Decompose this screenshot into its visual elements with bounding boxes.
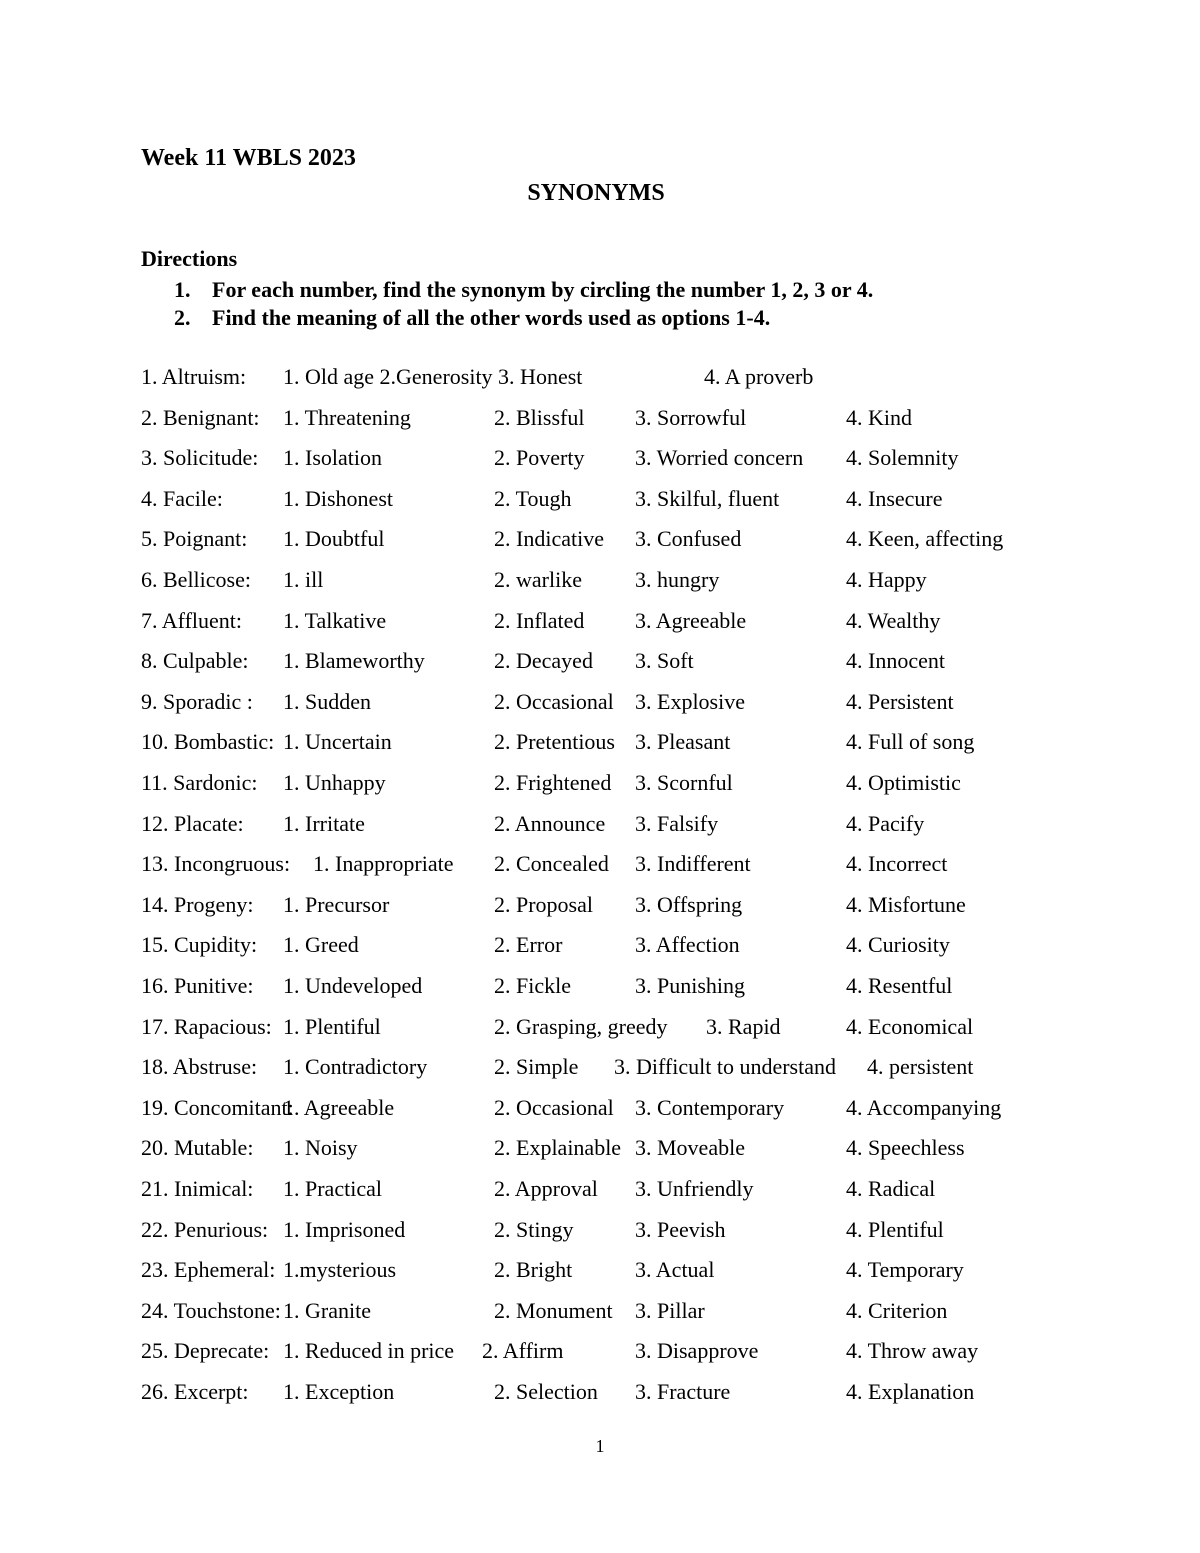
option-1: 1. Sudden [283, 689, 371, 714]
option-3: 3. Peevish [635, 1217, 726, 1242]
option-3: 3. Contemporary [635, 1095, 785, 1120]
option-2: 2. Decayed [494, 648, 593, 673]
option-1: 1. Inappropriate [313, 851, 454, 876]
option-4: 4. Speechless [846, 1135, 965, 1160]
option-2: 2. Pretentious [494, 729, 615, 754]
question-word: 24. Touchstone: [141, 1298, 281, 1323]
option-2: 2. Poverty [494, 445, 585, 470]
option-2: 2. Simple [494, 1054, 579, 1079]
question-word: 6. Bellicose: [141, 567, 251, 592]
option-4: 4. Insecure [846, 486, 943, 511]
option-4: 4. Curiosity [846, 932, 950, 957]
option-1: 1. Undeveloped [283, 973, 423, 998]
question-word: 8. Culpable: [141, 648, 249, 673]
option-1: 1. Precursor [283, 892, 390, 917]
question-word: 16. Punitive: [141, 973, 254, 998]
option-3: 3. hungry [635, 567, 720, 592]
option-2: 2. Blissful [494, 405, 585, 430]
question-word: 2. Benignant: [141, 405, 260, 430]
option-4: 4. Explanation [846, 1379, 975, 1404]
option-1: 1. Greed [283, 932, 359, 957]
option-1: 1. Blameworthy [283, 648, 425, 673]
option-3: 3. Rapid [706, 1014, 781, 1039]
option-4: 4. A proverb [704, 364, 814, 389]
option-4: 4. Accompanying [846, 1095, 1002, 1120]
option-2: 2. Stingy [494, 1217, 574, 1242]
option-2: 2. Fickle [494, 973, 571, 998]
option-3: 3. Worried concern [635, 445, 804, 470]
option-2: 2. Frightened [494, 770, 612, 795]
option-3: 3. Punishing [635, 973, 746, 998]
option-2: 2. Occasional [494, 689, 614, 714]
option-1: 1. Contradictory [283, 1054, 428, 1079]
direction-text: For each number, find the synonym by circling the number 1, 2, 3 or 4. [212, 277, 874, 302]
option-1: 1. Doubtful [283, 526, 385, 551]
option-4: 4. persistent [867, 1054, 974, 1079]
option-1: 1. Irritate [283, 811, 365, 836]
option-1: 1. Unhappy [283, 770, 386, 795]
question-word: 15. Cupidity: [141, 932, 258, 957]
option-3: 3. Sorrowful [635, 405, 747, 430]
option-2: 2. Announce [494, 811, 606, 836]
option-2: 2. Affirm [482, 1338, 564, 1363]
option-3: 3. Unfriendly [635, 1176, 754, 1201]
option-1: 1. Dishonest [283, 486, 393, 511]
option-3: 3. Skilful, fluent [635, 486, 780, 511]
option-4: 4. Optimistic [846, 770, 961, 795]
option-1: 1. Exception [283, 1379, 395, 1404]
option-1: 1. Old age 2.Generosity 3. Honest [283, 364, 583, 389]
option-1: 1. Noisy [283, 1135, 358, 1160]
option-3: 3. Confused [635, 526, 742, 551]
option-2: 2. Concealed [494, 851, 609, 876]
option-2: 2. Approval [494, 1176, 598, 1201]
option-2: 2. Error [494, 932, 563, 957]
option-3: 3. Moveable [635, 1135, 745, 1160]
question-word: 11. Sardonic: [141, 770, 258, 795]
direction-number: 2. [174, 305, 191, 330]
option-4: 4. Wealthy [846, 608, 941, 633]
question-word: 18. Abstruse: [141, 1054, 258, 1079]
option-2: 2. Indicative [494, 526, 604, 551]
option-3: 3. Actual [635, 1257, 715, 1282]
option-1: 1. Reduced in price [283, 1338, 455, 1363]
option-4: 4. Resentful [846, 973, 953, 998]
question-word: 7. Affluent: [141, 608, 243, 633]
question-word: 4. Facile: [141, 486, 223, 511]
option-2: 2. Monument [494, 1298, 613, 1323]
question-word: 5. Poignant: [141, 526, 248, 551]
option-1: 1. ill [283, 567, 324, 592]
option-2: 2. Selection [494, 1379, 598, 1404]
option-1: 1. Agreeable [283, 1095, 395, 1120]
option-4: 4. Pacify [846, 811, 925, 836]
option-3: 3. Agreeable [635, 608, 747, 633]
option-3: 3. Fracture [635, 1379, 731, 1404]
option-4: 4. Temporary [846, 1257, 964, 1282]
option-1: 1. Isolation [283, 445, 382, 470]
option-2: 2. warlike [494, 567, 582, 592]
option-4: 4. Full of song [846, 729, 975, 754]
option-4: 4. Kind [846, 405, 912, 430]
option-2: 2. Occasional [494, 1095, 614, 1120]
option-2: 2. Bright [494, 1257, 573, 1282]
question-word: 26. Excerpt: [141, 1379, 249, 1404]
question-word: 17. Rapacious: [141, 1014, 272, 1039]
option-1: 1. Practical [283, 1176, 382, 1201]
option-2: 2. Inflated [494, 608, 585, 633]
option-3: 3. Disapprove [635, 1338, 759, 1363]
option-4: 4. Criterion [846, 1298, 948, 1323]
option-2: 2. Proposal [494, 892, 593, 917]
option-1: 1. Uncertain [283, 729, 392, 754]
option-1: 1. Plentiful [283, 1014, 381, 1039]
option-4: 4. Plentiful [846, 1217, 944, 1242]
direction-number: 1. [174, 277, 191, 302]
option-3: 3. Pillar [635, 1298, 705, 1323]
option-1: 1.mysterious [283, 1257, 397, 1282]
option-3: 3. Pleasant [635, 729, 731, 754]
option-4: 4. Radical [846, 1176, 936, 1201]
option-1: 1. Threatening [283, 405, 411, 430]
option-4: 4. Economical [846, 1014, 974, 1039]
question-word: 3. Solicitude: [141, 445, 259, 470]
option-4: 4. Happy [846, 567, 927, 592]
option-1: 1. Imprisoned [283, 1217, 406, 1242]
option-1: 1. Talkative [283, 608, 387, 633]
option-3: 3. Offspring [635, 892, 743, 917]
section-title: SYNONYMS [527, 180, 665, 206]
question-word: 1. Altruism: [141, 364, 247, 389]
option-1: 1. Granite [283, 1298, 371, 1323]
question-word: 10. Bombastic: [141, 729, 275, 754]
option-3: 3. Scornful [635, 770, 733, 795]
question-word: 22. Penurious: [141, 1217, 269, 1242]
direction-text: Find the meaning of all the other words used as options 1-4. [212, 305, 771, 330]
option-4: 4. Throw away [846, 1338, 979, 1363]
question-word: 23. Ephemeral: [141, 1257, 276, 1282]
option-4: 4. Persistent [846, 689, 954, 714]
question-word: 20. Mutable: [141, 1135, 254, 1160]
option-3: 3. Falsify [635, 811, 719, 836]
option-2: 2. Tough [494, 486, 572, 511]
option-4: 4. Misfortune [846, 892, 966, 917]
option-4: 4. Innocent [846, 648, 945, 673]
document-title: Week 11 WBLS 2023 [141, 145, 356, 171]
option-4: 4. Solemnity [846, 445, 959, 470]
directions-heading: Directions [141, 246, 238, 271]
option-3: 3. Soft [635, 648, 694, 673]
question-word: 21. Inimical: [141, 1176, 254, 1201]
option-3: 3. Explosive [635, 689, 745, 714]
question-word: 25. Deprecate: [141, 1338, 270, 1363]
question-word: 13. Incongruous: [141, 851, 291, 876]
question-word: 14. Progeny: [141, 892, 254, 917]
question-word: 12. Placate: [141, 811, 244, 836]
option-3: 3. Difficult to understand [614, 1054, 836, 1079]
question-word: 19. Concomitant: [141, 1095, 294, 1120]
option-4: 4. Incorrect [846, 851, 948, 876]
option-3: 3. Affection [635, 932, 740, 957]
page-number: 1 [595, 1436, 605, 1456]
option-2: 2. Explainable [494, 1135, 622, 1160]
question-word: 9. Sporadic : [141, 689, 253, 714]
option-2: 2. Grasping, greedy [494, 1014, 668, 1039]
option-3: 3. Indifferent [635, 851, 751, 876]
option-4: 4. Keen, affecting [846, 526, 1004, 551]
